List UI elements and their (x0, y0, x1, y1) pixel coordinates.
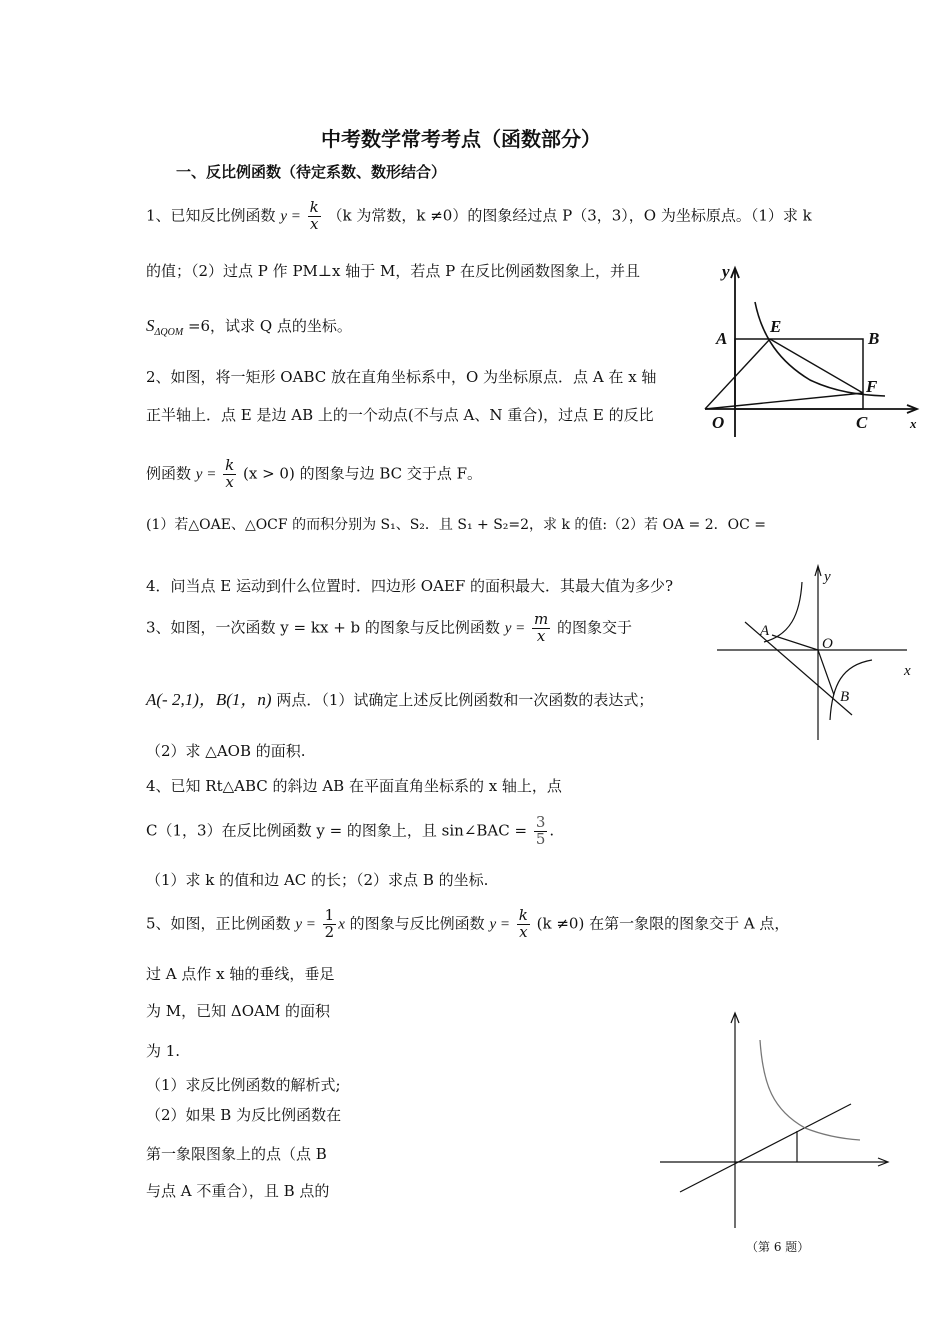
q1-line3 (146, 316, 352, 339)
frac-den: x (536, 626, 546, 645)
q4-frac-3-over-5 (534, 815, 548, 848)
fig2-label-x: x (904, 663, 911, 679)
q2-line5: 4．问当点 E 运动到什么位置时．四边形 OAEF 的面积最大．其最大值为多少? (146, 577, 674, 595)
q4-line3: （1）求 k 的值和边 AC 的长；（2）求点 B 的坐标. (146, 871, 489, 889)
q3-line1 (146, 612, 632, 645)
q1-area-subscript: ΔQOM (154, 327, 184, 338)
fig2-label-O: O (822, 636, 833, 652)
q4-line2-text: C（1，3）在反比例函数 y = 的图象上，且 sin∠BAC = (146, 821, 528, 840)
q5-frac-one-half (323, 908, 337, 941)
q5-line6: （2）如果 B 为反比例函数在 (146, 1106, 342, 1124)
page-title: 中考数学常考考点（函数部分） (321, 127, 601, 151)
q2-line3 (146, 458, 482, 491)
fig2-label-y: y (824, 569, 831, 585)
frac-num: 1 (324, 906, 335, 924)
frac-num: k (309, 198, 319, 216)
q4-line1: 4、已知 Rt△ABC 的斜边 AB 在平面直角坐标系的 x 轴上，点 (146, 777, 562, 795)
frac-num: 3 (535, 813, 546, 831)
frac-num: m (534, 610, 549, 628)
q5-line4: 为 1. (146, 1042, 181, 1060)
q2-line4: (1）若△OAE、△OCF 的而积分别为 S₁、S₂．且 S₁ + S₂=2，求 k 的值:（2）若 OA = 2．OC = (146, 517, 766, 533)
q3-line2 (146, 690, 653, 710)
q1-frac-k-over-x (308, 200, 321, 233)
q2-eq-y: y = (195, 466, 217, 483)
figure-caption: （第 6 题） (746, 1240, 810, 1254)
q3-frac-m-over-x (532, 612, 550, 645)
fig2-hyperbola-branch-II (764, 582, 802, 642)
q5-line1 (146, 908, 789, 941)
fig1-line-OE (705, 339, 770, 409)
q5-line1-text-b: 的图象与反比例函数 (349, 914, 485, 933)
fig1-label-C: C (856, 413, 868, 432)
q5-line3: 为 M，已知 ΔOAM 的面积 (146, 1002, 330, 1020)
fig1-line-EF (770, 339, 863, 393)
fig2-label-A: A (760, 623, 770, 639)
q5-line1-text-a: 5、如图，正比例函数 (146, 914, 291, 933)
q1-eq-y: y = (280, 208, 301, 225)
figure-rectangle-hyperbola (700, 262, 930, 442)
q5-frac-k-over-x (517, 908, 530, 941)
q3-line2-text: 两点．（1）试确定上述反比例函数和一次函数的表达式； (276, 691, 654, 709)
q2-line3-text-b: (x > 0) 的图象与边 BC 交于点 F。 (242, 464, 483, 483)
frac-den: x (225, 472, 234, 491)
q3-eq-y: y = (504, 620, 526, 637)
fig2-line-OA (772, 635, 818, 650)
fig2-hyperbola-branch-IV (830, 660, 872, 720)
frac-den: 5 (535, 829, 546, 848)
fig1-label-y: y (722, 262, 730, 281)
fig1-label-F: F (866, 377, 878, 396)
q3-line1-text-a: 3、如图，一次函数 y = kx + b 的图象与反比例函数 (146, 618, 500, 637)
q5-eq-y1: y = (295, 916, 316, 933)
q1-line1-text-b: （k 为常数，k ≠0）的图象经过点 P（3，3），O 为坐标原点。（1）求 k (327, 206, 812, 225)
q2-line3-text-a: 例函数 (146, 464, 192, 483)
q3-line3: （2）求 △AOB 的面积. (146, 742, 306, 760)
frac-num: k (225, 456, 235, 474)
q1-line1-text-a: 1、已知反比例函数 (146, 206, 276, 225)
q3-points: A(- 2,1)，B(1，n) (146, 690, 272, 709)
q5-line7: 第一象限图象上的点（点 B (146, 1145, 327, 1163)
q2-frac-k-over-x (223, 458, 236, 491)
fig1-line-OF (705, 393, 863, 409)
fig1-label-E: E (770, 317, 782, 336)
section-heading-inverse-proportion: 一、反比例函数（待定系数、数形结合） (176, 163, 447, 181)
q1-area-symbol: S (146, 316, 155, 335)
q1-line1 (146, 200, 812, 233)
fig1-label-B: B (868, 329, 880, 348)
q4-line2: C（1，3）在反比例函数 y = 的图象上，且 sin∠BAC = $\frac{3}{5}$ . (146, 813, 555, 848)
q2-line1: 2、如图，将一矩形 OABC 放在直角坐标系中，O 为坐标原点．点 A 在 x 轴 (146, 368, 657, 386)
fig1-rectangle (735, 339, 863, 409)
q5-eq-y2: y = (489, 916, 510, 933)
q2-line2: 正半轴上．点 E 是边 AB 上的一个动点(不与点 A、N 重合)，过点 E 的反比 (146, 406, 654, 424)
q1-line2: 的值；（2）过点 P 作 PM⊥x 轴于 M，若点 P 在反比例函数图象上，并且 (146, 262, 640, 280)
frac-num: k (518, 906, 528, 924)
q5-line8: 与点 A 不重合），且 B 点的 (146, 1182, 330, 1200)
fig1-label-A: A (716, 329, 728, 348)
fig2-label-B: B (840, 689, 850, 705)
frac-den: 2 (324, 922, 335, 941)
q5-line1-text-c: (k ≠0) 在第一象限的图象交于 A 点， (536, 914, 790, 933)
fig1-label-x: x (910, 416, 917, 431)
frac-den: x (309, 214, 319, 233)
q1-line3-text: =6，试求 Q 点的坐标。 (187, 317, 352, 335)
q5-line5: （1）求反比例函数的解析式; (146, 1076, 341, 1094)
figure-line-and-hyperbola (712, 560, 922, 745)
fig1-label-O: O (712, 413, 725, 432)
figure-proportional-function (655, 1010, 895, 1230)
frac-den: x (519, 922, 528, 941)
q5-var-x: x (338, 916, 345, 933)
q5-line2: 过 A 点作 x 轴的垂线，垂足 (146, 965, 335, 983)
q3-line1-text-b: 的图象交于 (557, 618, 633, 637)
fig3-line-y-half-x (680, 1104, 851, 1192)
